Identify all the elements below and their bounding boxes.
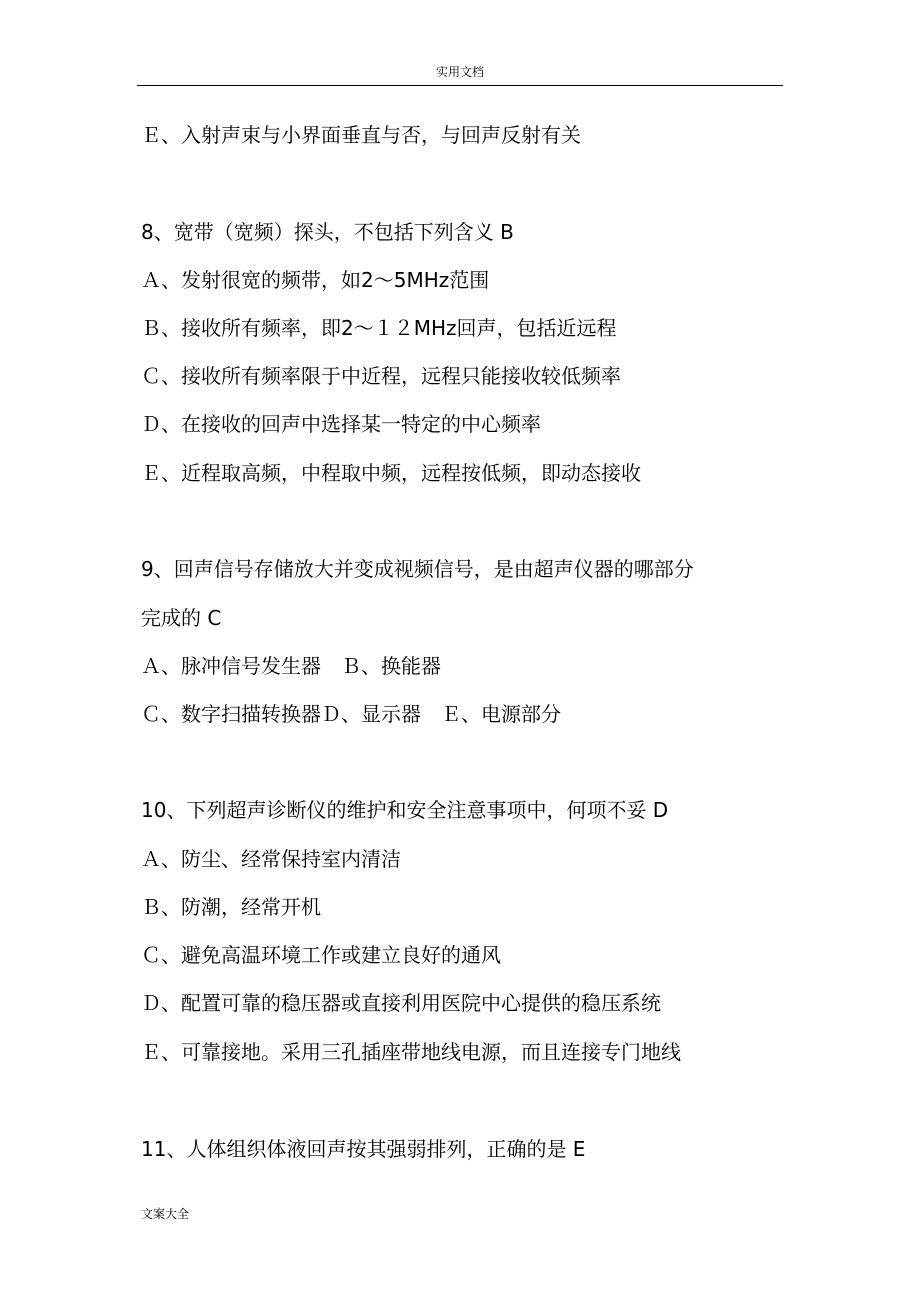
- option-c-q8: Ｃ、接收所有频率限于中近程，远程只能接收较低频率: [141, 364, 621, 388]
- options-cde-q9: Ｃ、数字扫描转换器Ｄ、显示器 Ｅ、电源部分: [141, 702, 561, 726]
- question-10: 10、下列超声诊断仪的维护和安全注意事项中，何项不妥 D: [141, 798, 669, 822]
- options-ab-q9: Ａ、脉冲信号发生器 Ｂ、换能器: [141, 654, 441, 678]
- option-b-q10: Ｂ、防潮，经常开机: [141, 895, 321, 919]
- option-e-q8: Ｅ、近程取高频，中程取中频，远程按低频，即动态接收: [141, 461, 641, 485]
- option-a-q8: Ａ、发射很宽的频带，如2～5MHz范围: [141, 268, 490, 292]
- page-header: 实用文档: [435, 65, 484, 79]
- question-9-continued: 完成的 C: [141, 606, 222, 630]
- question-8: 8、宽带（宽频）探头，不包括下列含义 B: [141, 220, 514, 244]
- question-11: 11、人体组织体液回声按其强弱排列，正确的是 E: [141, 1137, 586, 1161]
- header-divider: [137, 85, 783, 86]
- question-9: 9、回声信号存储放大并变成视频信号，是由超声仪器的哪部分: [141, 557, 694, 581]
- option-b-q8: Ｂ、接收所有频率，即2～１２MHz回声，包括近远程: [141, 316, 617, 340]
- option-e-q7: Ｅ、入射声束与小界面垂直与否，与回声反射有关: [141, 123, 581, 147]
- option-d-q10: Ｄ、配置可靠的稳压器或直接利用医院中心提供的稳压系统: [141, 991, 661, 1015]
- page-footer: 文案大全: [141, 1207, 190, 1221]
- option-d-q8: Ｄ、在接收的回声中选择某一特定的中心频率: [141, 412, 541, 436]
- option-e-q10: Ｅ、可靠接地。采用三孔插座带地线电源，而且连接专门地线: [141, 1040, 681, 1064]
- option-c-q10: Ｃ、避免高温环境工作或建立良好的通风: [141, 943, 501, 967]
- option-a-q10: Ａ、防尘、经常保持室内清洁: [141, 847, 401, 871]
